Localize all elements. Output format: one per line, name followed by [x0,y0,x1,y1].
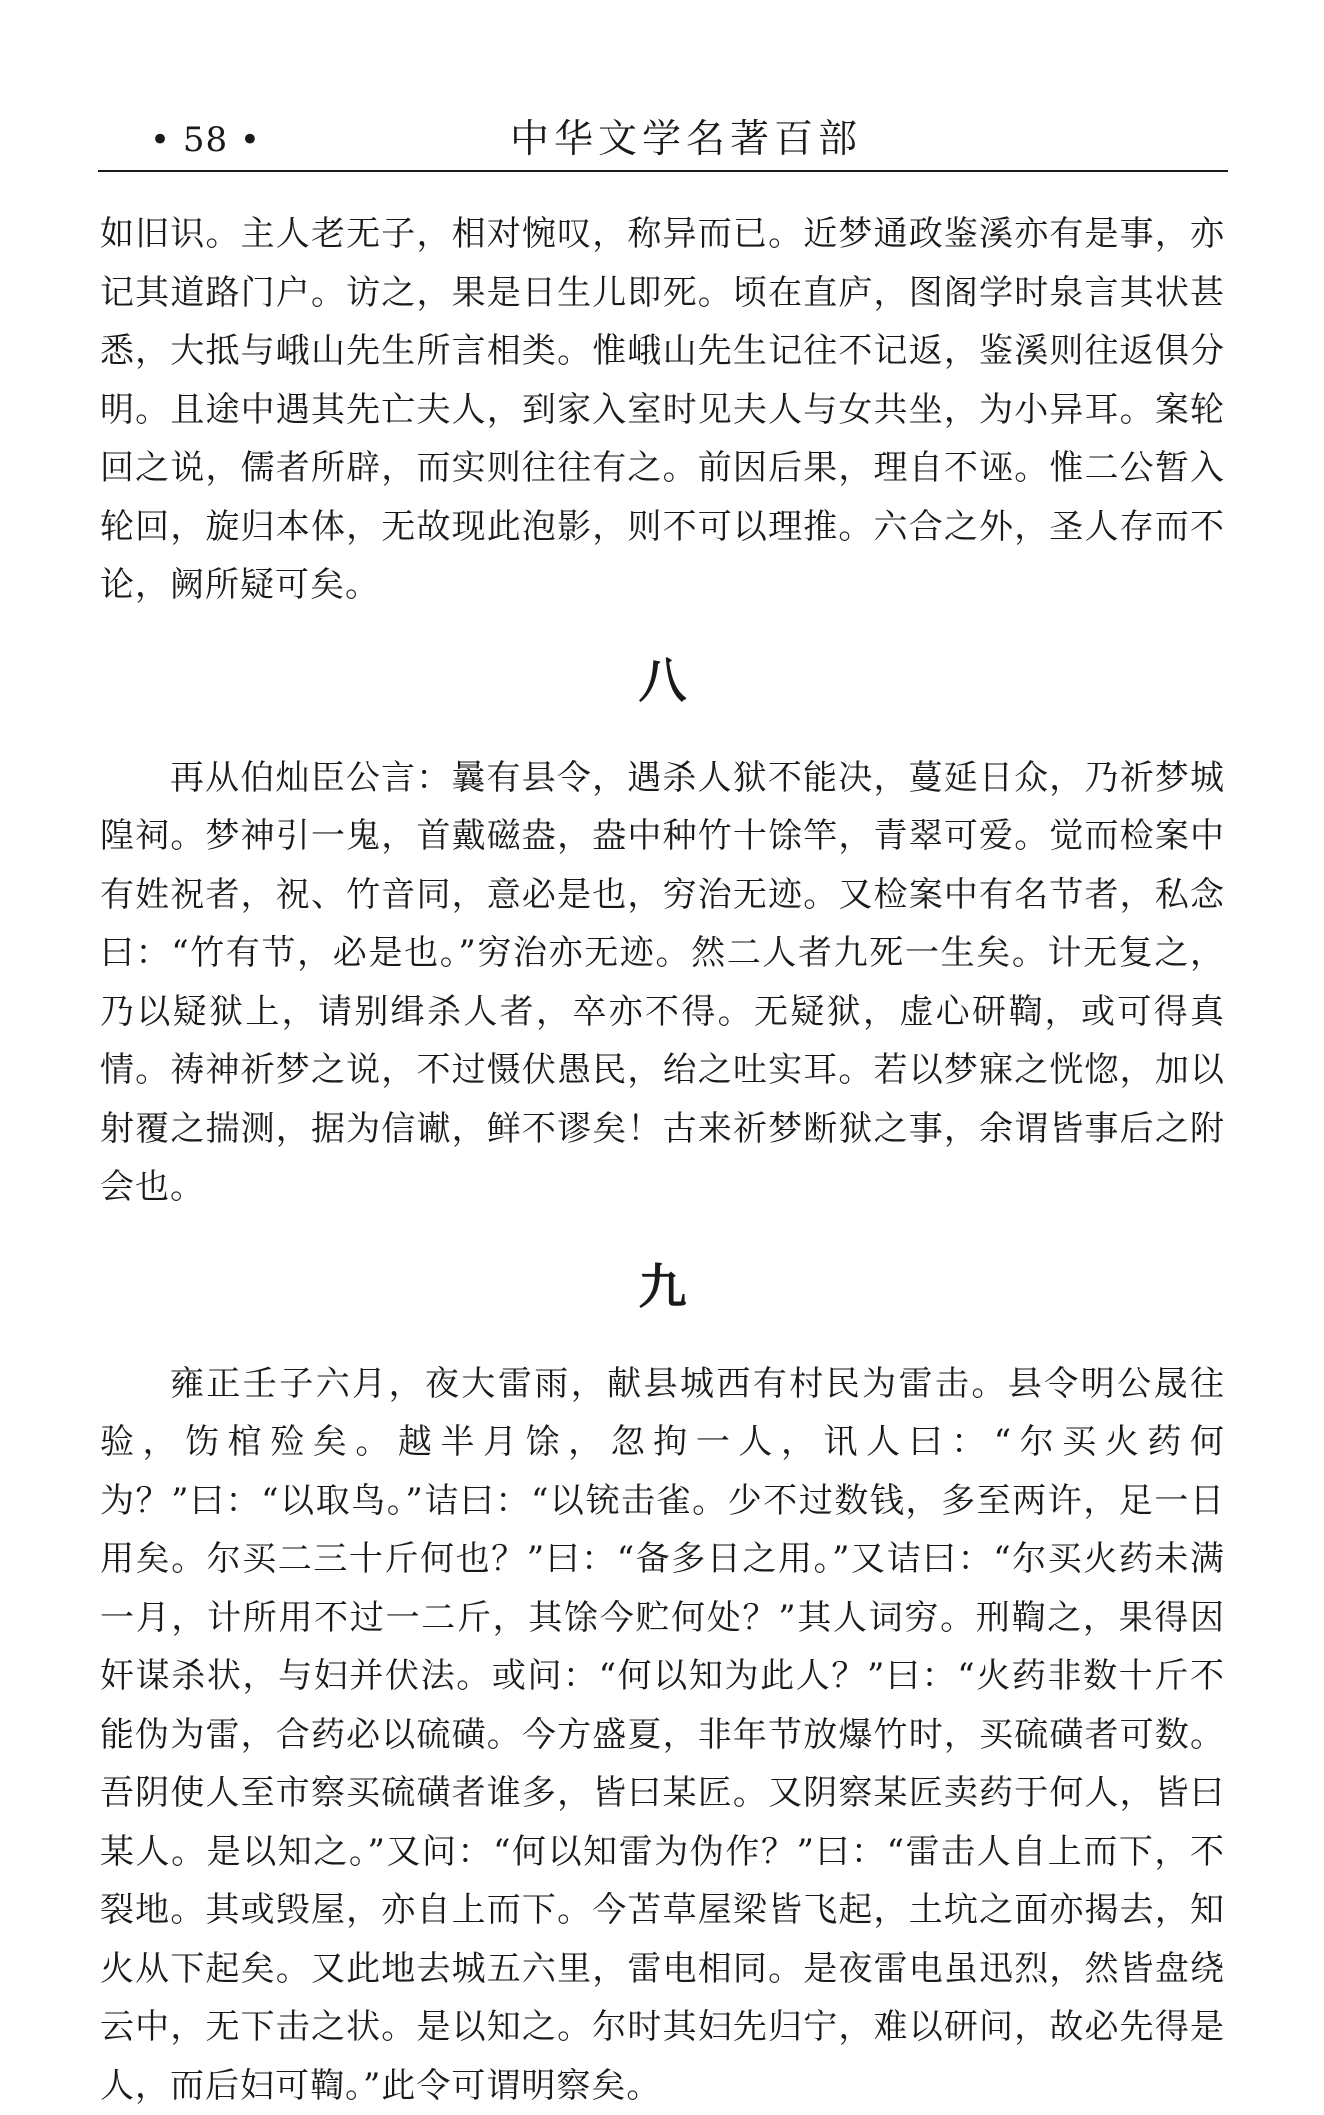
section-heading-8: 八 [100,651,1225,711]
section-8-paragraph: 再从伯灿臣公言：曩有县令，遇杀人狱不能决，蔓延日众，乃祈梦城隍祠。梦神引一鬼，首戴磁盎，盎中种竹十馀竿，青翠可爱。觉而检案中有姓祝者，祝、竹音同，意必是也，穷治无迹。又检案中有名节者，私念曰：“竹有节，必是也。”穷治亦无迹。然二人者九死一生矣。计无复之，乃以疑狱上，请别缉杀人者，卒亦不得。无疑狱，虚心研鞫，或可得真情。祷神祈梦之说，不过慑伏愚民，绐之吐实耳。若以梦寐之恍惚，加以射覆之揣测，据为信谳，鲜不谬矣！古来祈梦断狱之事，余谓皆事后之附会也。 [100,749,1225,1217]
page-body [100,205,1225,2115]
section-9-paragraph: 雍正壬子六月，夜大雷雨，献县城西有村民为雷击。县令明公晟往验，饬棺殓矣。越半月馀，忽拘一人，讯人曰：“尔买火药何为？”曰：“以取鸟。”诘曰：“以铳击雀。少不过数钱，多至两许，足一日用矣。尔买二三十斤何也？”曰：“备多日之用。”又诘曰：“尔买火药未满一月，计所用不过一二斤，其馀今贮何处？”其人词穷。刑鞫之，果得因奸谋杀状，与妇并伏法。或问：“何以知为此人？”曰：“火药非数十斤不能伪为雷，合药必以硫磺。今方盛夏，非年节放爆竹时，买硫磺者可数。吾阴使人至市察买硫磺者谁多，皆曰某匠。又阴察某匠卖药于何人，皆曰某人。是以知之。”又问：“何以知雷为伪作？”曰：“雷击人自上而下，不裂地。其或毁屋，亦自上而下。今苫草屋梁皆飞起，土坑之面亦揭去，知火从下起矣。又此地去城五六里，雷电相同。是夜雷电虽迅烈，然皆盘绕云中，无下击之状。是以知之。尔时其妇先归宁，难以研问，故必先得是人，而后妇可鞫。”此令可谓明察矣。 [100,1355,1225,2115]
running-title: 中华文学名著百部 [510,112,862,168]
header-rule [98,170,1228,172]
section-heading-9: 九 [100,1257,1225,1317]
continued-paragraph: 如旧识。主人老无子，相对惋叹，称异而已。近梦通政鉴溪亦有是事，亦记其道路门户。访之，果是日生儿即死。顷在直庐，图阁学时泉言其状甚悉，大抵与峨山先生所言相类。惟峨山先生记往不记返，鉴溪则往返俱分明。且途中遇其先亡夫人，到家入室时见夫人与女共坐，为小异耳。案轮回之说，儒者所辟，而实则往往有之。前因后果，理自不诬。惟二公暂入轮回，旋归本体，无故现此泡影，则不可以理推。六合之外，圣人存而不论，阙所疑可矣。 [100,205,1225,615]
page-number: • 58 • [150,112,261,168]
